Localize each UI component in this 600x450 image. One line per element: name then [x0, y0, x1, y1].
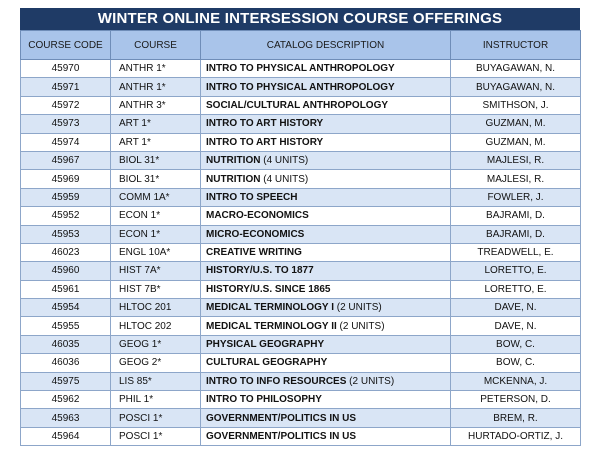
- course-code-cell: 46035: [21, 335, 111, 353]
- table-row: [21, 60, 581, 78]
- catalog-description-cell: [201, 335, 451, 353]
- instructor-cell: MAJLESI, R.: [451, 170, 581, 188]
- description-text: INTRO TO INFO RESOURCES: [206, 375, 347, 387]
- table-row: [21, 78, 581, 96]
- description-text: MEDICAL TERMINOLOGY I: [206, 302, 334, 314]
- course-cell: POSCI 1*: [111, 409, 201, 427]
- table-row: [21, 262, 581, 280]
- table-row: [21, 133, 581, 151]
- description-text: GOVERNMENT/POLITICS IN US: [206, 431, 357, 442]
- course-offerings-sheet: [20, 8, 580, 446]
- course-code-cell: 45964: [21, 427, 111, 445]
- course-table: [20, 30, 581, 446]
- description-text: INTRO TO ART HISTORY: [206, 118, 324, 130]
- catalog-description-cell: [201, 317, 451, 335]
- course-code-cell: 45975: [21, 372, 111, 390]
- instructor-cell: TREADWELL, E.: [451, 243, 581, 261]
- table-row: [21, 115, 581, 133]
- course-code-cell: 45961: [21, 280, 111, 298]
- instructor-cell: BREM, R.: [451, 409, 581, 427]
- course-code-cell: 46023: [21, 243, 111, 261]
- catalog-description-cell: [201, 262, 451, 280]
- course-code-cell: 45953: [21, 225, 111, 243]
- description-text: INTRO TO ART HISTORY: [206, 136, 324, 148]
- units-text: (4 UNITS): [263, 155, 309, 167]
- table-row: [21, 427, 581, 445]
- instructor-cell: PETERSON, D.: [451, 391, 581, 409]
- instructor-cell: BAJRAMI, D.: [451, 207, 581, 225]
- description-text: MICRO-ECONOMICS: [206, 228, 305, 240]
- instructor-cell: DAVE, N.: [451, 299, 581, 317]
- catalog-description-cell: [201, 78, 451, 96]
- course-code-cell: 45967: [21, 151, 111, 169]
- course-rows: [21, 60, 581, 446]
- description-text: INTRO TO PHYSICAL ANTHROPOLOGY: [206, 81, 395, 93]
- course-cell: ART 1*: [111, 133, 201, 151]
- description-text: MACRO-ECONOMICS: [206, 210, 309, 222]
- course-cell: ANTHR 1*: [111, 78, 201, 96]
- description-text: NUTRITION: [206, 155, 261, 167]
- course-cell: ECON 1*: [111, 207, 201, 225]
- course-code-cell: 45972: [21, 96, 111, 114]
- instructor-cell: GUZMAN, M.: [451, 133, 581, 151]
- course-cell: ANTHR 1*: [111, 60, 201, 78]
- header-catalog-description: CATALOG DESCRIPTION: [201, 31, 451, 60]
- table-row: [21, 335, 581, 353]
- page-title: WINTER ONLINE INTERSESSION COURSE OFFERINGS: [20, 8, 580, 30]
- course-cell: HLTOC 201: [111, 299, 201, 317]
- catalog-description-cell: [201, 354, 451, 372]
- course-cell: PHIL 1*: [111, 391, 201, 409]
- description-text: INTRO TO PHILOSOPHY: [206, 394, 322, 406]
- description-text: HISTORY/U.S. SINCE 1865: [206, 283, 331, 295]
- course-cell: HIST 7B*: [111, 280, 201, 298]
- units-text: (2 UNITS): [349, 375, 395, 387]
- catalog-description-cell: [201, 427, 451, 445]
- course-code-cell: 45971: [21, 78, 111, 96]
- catalog-description-cell: [201, 115, 451, 133]
- catalog-description-cell: [201, 96, 451, 114]
- catalog-description-cell: [201, 243, 451, 261]
- instructor-cell: GUZMAN, M.: [451, 115, 581, 133]
- table-row: [21, 409, 581, 427]
- catalog-description-cell: [201, 60, 451, 78]
- course-cell: ANTHR 3*: [111, 96, 201, 114]
- table-row: [21, 207, 581, 225]
- catalog-description-cell: [201, 207, 451, 225]
- table-row: [21, 354, 581, 372]
- catalog-description-cell: [201, 299, 451, 317]
- description-text: SOCIAL/CULTURAL ANTHROPOLOGY: [206, 99, 389, 111]
- description-text: GOVERNMENT/POLITICS IN US: [206, 412, 357, 424]
- catalog-description-cell: [201, 151, 451, 169]
- instructor-cell: BAJRAMI, D.: [451, 225, 581, 243]
- table-row: [21, 299, 581, 317]
- catalog-description-cell: [201, 372, 451, 390]
- instructor-cell: DAVE, N.: [451, 317, 581, 335]
- course-cell: BIOL 31*: [111, 170, 201, 188]
- table-row: [21, 96, 581, 114]
- description-text: INTRO TO SPEECH: [206, 191, 298, 203]
- table-row: [21, 317, 581, 335]
- instructor-cell: BOW, C.: [451, 354, 581, 372]
- units-text: (4 UNITS): [263, 173, 309, 185]
- instructor-cell: LORETTO, E.: [451, 262, 581, 280]
- instructor-cell: BUYAGAWAN, N.: [451, 78, 581, 96]
- catalog-description-cell: [201, 188, 451, 206]
- instructor-cell: MAJLESI, R.: [451, 151, 581, 169]
- description-text: MEDICAL TERMINOLOGY II: [206, 320, 337, 332]
- course-cell: GEOG 1*: [111, 335, 201, 353]
- units-text: (2 UNITS): [339, 320, 385, 332]
- course-code-cell: 45963: [21, 409, 111, 427]
- table-row: [21, 280, 581, 298]
- catalog-description-cell: [201, 170, 451, 188]
- table-row: [21, 188, 581, 206]
- header-instructor: INSTRUCTOR: [451, 31, 581, 60]
- course-cell: COMM 1A*: [111, 188, 201, 206]
- header-course: COURSE: [111, 31, 201, 60]
- table-row: [21, 391, 581, 409]
- header-row: [21, 31, 581, 60]
- description-text: NUTRITION: [206, 173, 261, 185]
- instructor-cell: MCKENNA, J.: [451, 372, 581, 390]
- catalog-description-cell: [201, 280, 451, 298]
- course-code-cell: 45959: [21, 188, 111, 206]
- course-cell: HLTOC 202: [111, 317, 201, 335]
- course-code-cell: 45954: [21, 299, 111, 317]
- course-cell: ART 1*: [111, 115, 201, 133]
- instructor-cell: HURTADO-ORTIZ, J.: [451, 427, 581, 445]
- course-cell: BIOL 31*: [111, 151, 201, 169]
- course-code-cell: 45955: [21, 317, 111, 335]
- table-row: [21, 151, 581, 169]
- instructor-cell: FOWLER, J.: [451, 188, 581, 206]
- course-cell: POSCI 1*: [111, 427, 201, 445]
- description-text: CULTURAL GEOGRAPHY: [206, 357, 328, 369]
- course-code-cell: 45962: [21, 391, 111, 409]
- catalog-description-cell: [201, 409, 451, 427]
- table-row: [21, 225, 581, 243]
- description-text: INTRO TO PHYSICAL ANTHROPOLOGY: [206, 63, 395, 75]
- instructor-cell: BOW, C.: [451, 335, 581, 353]
- description-text: PHYSICAL GEOGRAPHY: [206, 339, 325, 351]
- instructor-cell: BUYAGAWAN, N.: [451, 60, 581, 78]
- course-cell: ECON 1*: [111, 225, 201, 243]
- course-cell: GEOG 2*: [111, 354, 201, 372]
- catalog-description-cell: [201, 133, 451, 151]
- header-course-code: COURSE CODE: [21, 31, 111, 60]
- units-text: (2 UNITS): [336, 302, 382, 314]
- table-row: [21, 372, 581, 390]
- course-code-cell: 45952: [21, 207, 111, 225]
- catalog-description-cell: [201, 225, 451, 243]
- instructor-cell: SMITHSON, J.: [451, 96, 581, 114]
- course-cell: LIS 85*: [111, 372, 201, 390]
- description-text: CREATIVE WRITING: [206, 247, 302, 259]
- course-cell: HIST 7A*: [111, 262, 201, 280]
- catalog-description-cell: [201, 391, 451, 409]
- course-code-cell: 45970: [21, 60, 111, 78]
- course-code-cell: 45969: [21, 170, 111, 188]
- course-code-cell: 45960: [21, 262, 111, 280]
- course-code-cell: 45974: [21, 133, 111, 151]
- table-row: [21, 243, 581, 261]
- course-code-cell: 45973: [21, 115, 111, 133]
- course-code-cell: 46036: [21, 354, 111, 372]
- description-text: HISTORY/U.S. TO 1877: [206, 265, 314, 277]
- course-cell: ENGL 10A*: [111, 243, 201, 261]
- table-row: [21, 170, 581, 188]
- instructor-cell: LORETTO, E.: [451, 280, 581, 298]
